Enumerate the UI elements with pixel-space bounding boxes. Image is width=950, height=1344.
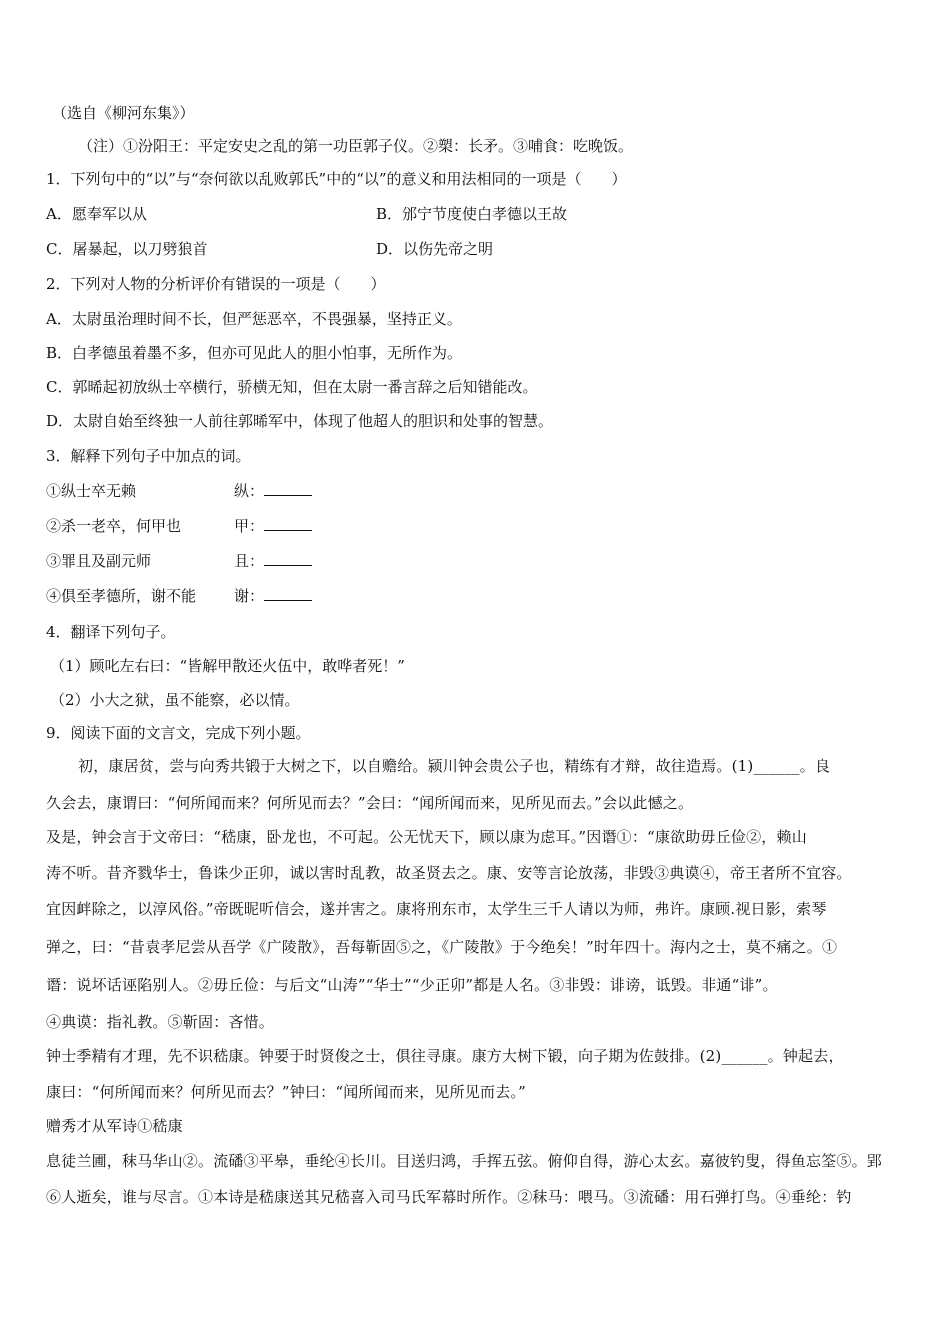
poem-line: ⑥人逝矣，谁与尽言。①本诗是嵇康送其兄嵇喜入司马氏军幕时所作。②秣马：喂马。③流磻：用石弹打鸟。④垂纶：钓 [46,1188,852,1206]
q2-option-d: D．太尉自始至终独一人前往郭晞军中，体现了他超人的胆识和处事的智慧。 [46,412,554,430]
q2-option-b: B．白孝德虽着墨不多，但亦可见此人的胆小怕事，无所作为。 [46,344,463,362]
q3-stem: 3．解释下列句子中加点的词。 [46,447,251,465]
q3-item-sentence: ④俱至孝德所，谢不能 [46,587,197,605]
passage-line: 久会去，康谓曰：“何所闻而来？何所见而去？”会曰：“闻所闻而来，见所见而去。”会以此憾之。 [46,794,694,812]
passage-line: 及是，钟会言于文帝曰：“嵇康，卧龙也，不可起。公无忧天下，顾以康为虑耳。”因谮①：“康欲助毋丘俭②，赖山 [46,828,807,846]
answer-blank[interactable] [264,551,312,566]
passage-line: 涛不听。昔齐戮华士，鲁诛少正卯，诚以害时乱教，故圣贤去之。康、安等言论放荡，非毁③典谟④，帝王者所不宜容。 [46,864,852,882]
q4-sentence-2: （2）小大之狱，虽不能察，必以情。 [50,691,300,709]
q3-item-label: 谢： [234,587,265,605]
q2-option-c: C．郭晞起初放纵士卒横行，骄横无知，但在太尉一番言辞之后知错能改。 [46,378,538,396]
passage-line: 康曰：“何所闻而来？何所见而去？”钟曰：“闻所闻而来，见所见而去。” [46,1083,526,1101]
passage-line: 弹之，曰：“昔袁孝尼尝从吾学《广陵散》，吾每靳固⑤之，《广陵散》于今绝矣！”时年四十。海内之士，莫不痛之。① [46,938,838,956]
q3-item-sentence: ②杀一老卒，何甲也 [46,517,182,535]
answer-blank[interactable] [264,586,312,601]
passage-line: 宜因衅除之，以淳风俗。”帝既昵听信会，遂并害之。康将刑东市，太学生三千人请以为师，弗许。康顾.视日影，索琴 [46,900,827,918]
q3-item-sentence: ①纵士卒无赖 [46,482,137,500]
q1-option-c: C．屠暴起，以刀劈狼首 [46,240,208,258]
q1-stem: 1．下列句中的“以”与“奈何欲以乱败郭氏”中的“以”的意义和用法相同的一项是（ ） [46,170,627,188]
q3-item-answer [234,551,312,571]
q3-item-answer [234,481,312,501]
passage-line: ④典谟：指礼教。⑤靳固：吝惜。 [46,1013,275,1031]
passage-line: 初，康居贫，尝与向秀共锻于大树之下，以自赡给。颍川钟会贵公子也，精练有才辩，故往造焉。(1)______。良 [78,757,831,775]
q9-stem: 9．阅读下面的文言文，完成下列小题。 [46,724,311,742]
passage-line: 谮：说坏话诬陷别人。②毋丘俭：与后文“山涛”“华士”“少正卯”都是人名。③非毁：诽谤，诋毁。非通“诽”。 [46,976,778,994]
q3-item-answer [234,516,312,536]
note-line: （注）①汾阳王：平定安史之乱的第一功臣郭子仪。②槊：长矛。③哺食：吃晚饭。 [78,137,634,155]
q3-item-label: 甲： [234,517,265,535]
q2-option-a: A．太尉虽治理时间不长，但严惩恶卒，不畏强暴，坚持正义。 [46,310,462,328]
q1-option-b: B．邠宁节度使白孝德以王故 [376,205,568,223]
q4-sentence-1: （1）顾叱左右曰：“皆解甲散还火伍中，敢哗者死！” [50,657,405,675]
q3-item-sentence: ③罪且及副元师 [46,552,152,570]
poem-line: 息徒兰圃，秣马华山②。流磻③平皋，垂纶④长川。目送归鸿，手挥五弦。俯仰自得，游心太玄。嘉彼钓叟，得鱼忘筌⑤。郢 [46,1152,883,1170]
passage-line: 钟士季精有才理，先不识嵇康。钟要于时贤俊之士，俱往寻康。康方大树下锻，向子期为佐鼓排。(2)______。钟起去， [46,1047,844,1065]
q3-item-label: 且： [234,552,265,570]
q1-option-a: A．愿奉军以从 [46,205,147,223]
q3-item-label: 纵： [234,482,265,500]
answer-blank[interactable] [264,481,312,496]
source-line: （选自《柳河东集》） [52,104,195,122]
answer-blank[interactable] [264,516,312,531]
q2-stem: 2．下列对人物的分析评价有错误的一项是（ ） [46,275,386,293]
poem-title: 赠秀才从军诗①嵇康 [46,1117,183,1135]
q4-stem: 4．翻译下列句子。 [46,623,176,641]
q3-item-answer [234,586,312,606]
q1-option-d: D．以伤先帝之明 [376,240,494,258]
